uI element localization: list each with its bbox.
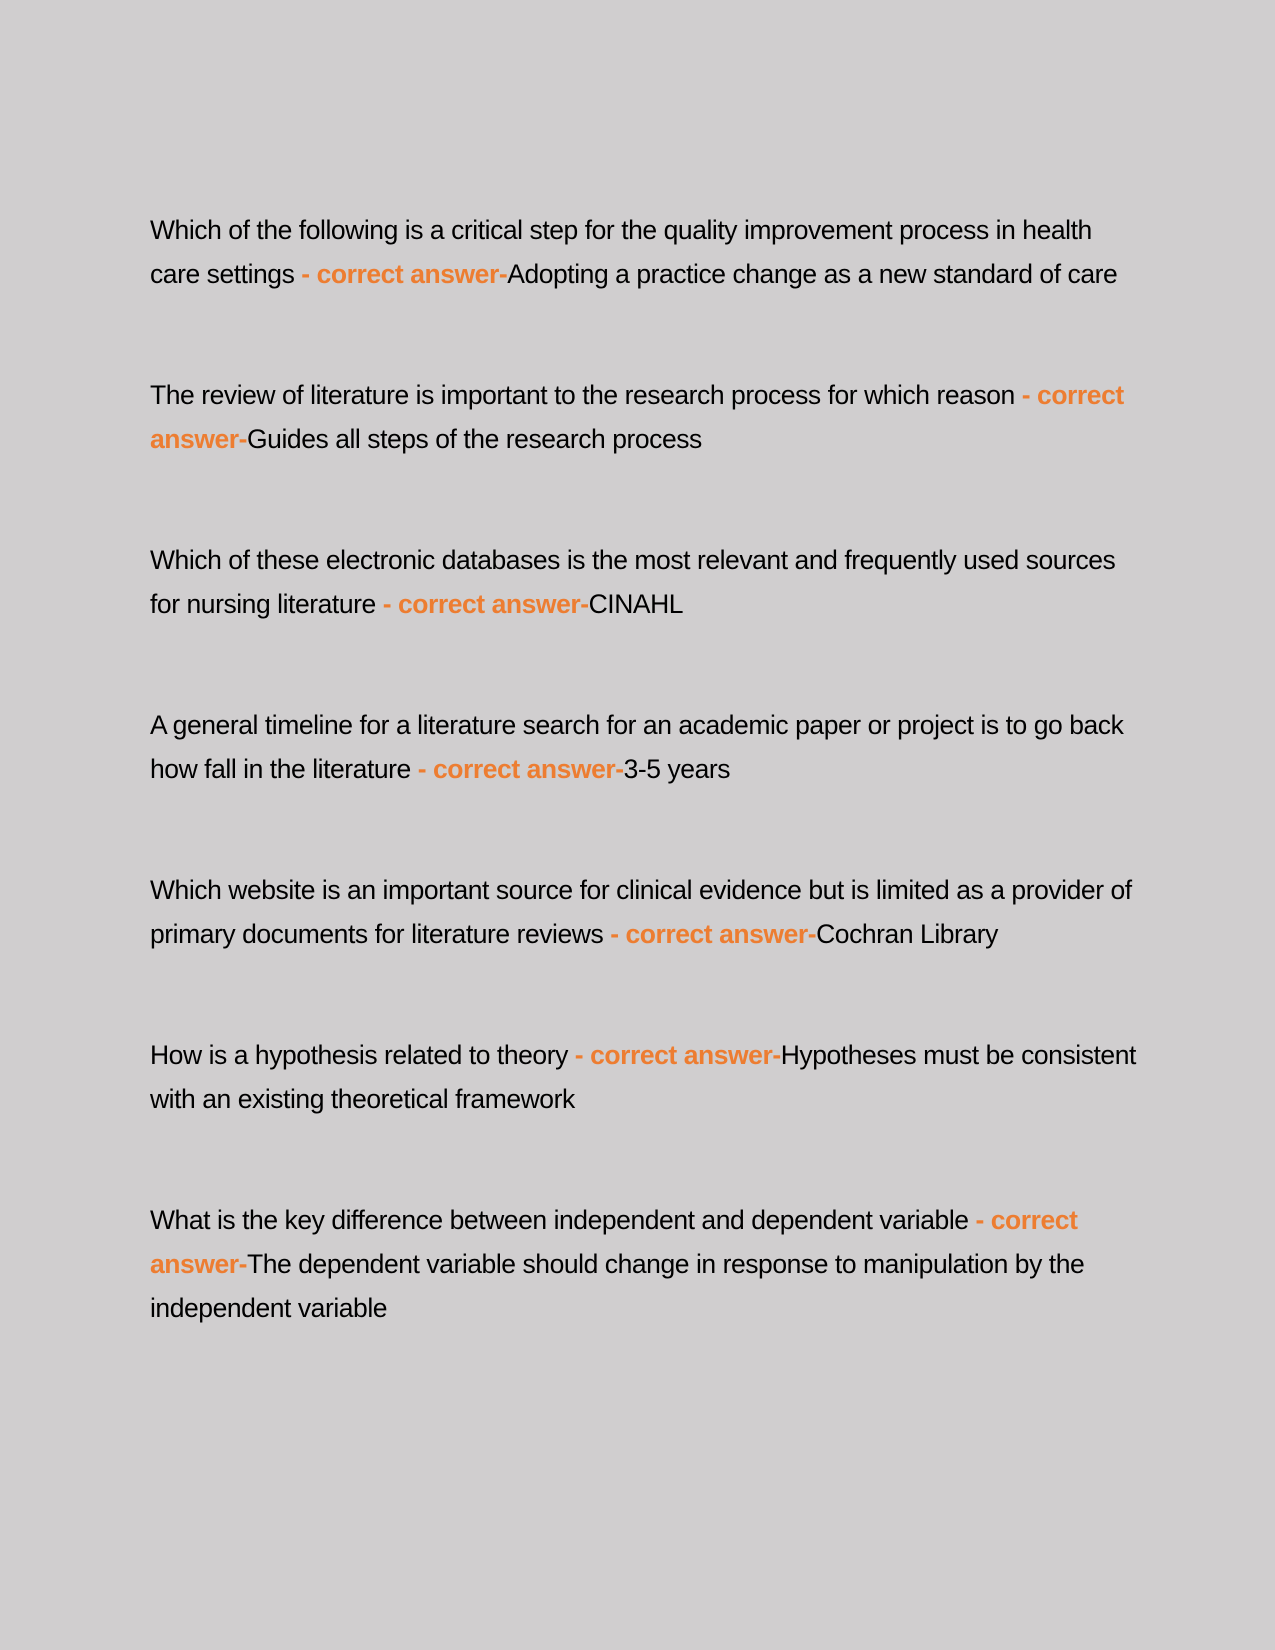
answer-text: Guides all steps of the research process bbox=[247, 424, 702, 454]
answer-text: The dependent variable should change in response to manipulation by the independent variable bbox=[150, 1249, 1085, 1323]
answer-text: Hypotheses must be consistent with an existing theoretical framework bbox=[150, 1040, 1136, 1114]
question-text: Which website is an important source for clinical evidence but is limited as a provider of primary documents for literature reviews bbox=[150, 875, 1132, 949]
question-text: A general timeline for a literature search for an academic paper or project is to go back how fall in the literature bbox=[150, 710, 1124, 784]
answer-text: Cochran Library bbox=[816, 919, 998, 949]
question-text: What is the key difference between independent and dependent variable bbox=[150, 1205, 969, 1235]
document-page bbox=[150, 208, 1140, 1330]
question-text: How is a hypothesis related to theory bbox=[150, 1040, 568, 1070]
answer-text: Adopting a practice change as a new standard of care bbox=[507, 259, 1118, 289]
answer-text: 3-5 years bbox=[623, 754, 731, 784]
correct-answer-marker: - correct answer- bbox=[294, 259, 508, 289]
qa-item bbox=[150, 538, 1140, 626]
qa-item bbox=[150, 868, 1140, 956]
question-text: Which of these electronic databases is the most relevant and frequently used sources for nursing literature bbox=[150, 545, 1116, 619]
qa-item bbox=[150, 373, 1140, 461]
qa-item bbox=[150, 1198, 1140, 1330]
correct-answer-marker: - correct answer- bbox=[150, 380, 1124, 454]
qa-item bbox=[150, 208, 1140, 296]
correct-answer-marker: - correct answer- bbox=[603, 919, 817, 949]
qa-item bbox=[150, 703, 1140, 791]
correct-answer-marker: - correct answer- bbox=[150, 1205, 1078, 1279]
correct-answer-marker: - correct answer- bbox=[567, 1040, 781, 1070]
correct-answer-marker: - correct answer- bbox=[375, 589, 589, 619]
correct-answer-marker: - correct answer- bbox=[410, 754, 624, 784]
qa-item bbox=[150, 1033, 1140, 1121]
answer-text: CINAHL bbox=[588, 589, 684, 619]
question-text: Which of the following is a critical step for the quality improvement process in health care settings bbox=[150, 215, 1092, 289]
question-text: The review of literature is important to the research process for which reason bbox=[150, 380, 1015, 410]
